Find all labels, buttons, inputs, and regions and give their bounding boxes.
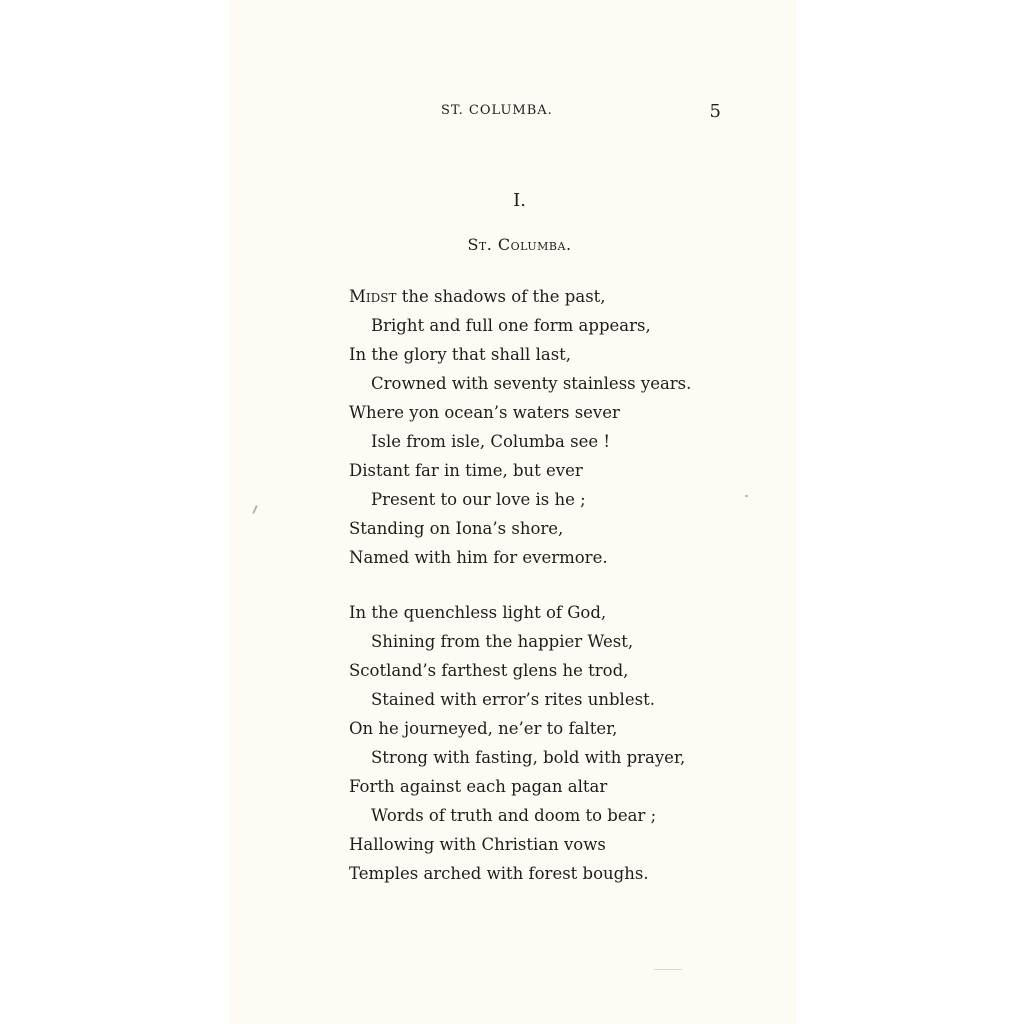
poem-title: St. Columba. bbox=[467, 235, 572, 254]
poem-line-lead-word: Midst bbox=[349, 287, 397, 306]
poem-line: Hallowing with Christian vows bbox=[349, 835, 606, 854]
poem-line: Strong with fasting, bold with prayer, bbox=[371, 748, 686, 767]
running-head bbox=[229, 103, 796, 123]
poem-line: Temples arched with forest boughs. bbox=[349, 864, 649, 883]
poem-line: Words of truth and doom to bear ; bbox=[371, 806, 657, 825]
poem-line bbox=[349, 282, 691, 311]
poem-line: Shining from the happier West, bbox=[371, 632, 634, 651]
paper-speck bbox=[654, 969, 682, 970]
poem-line: Stained with error’s rites unblest. bbox=[371, 690, 655, 709]
poem-line: In the glory that shall last, bbox=[349, 345, 572, 364]
page-number: 5 bbox=[709, 101, 721, 122]
book-page bbox=[229, 0, 796, 1024]
paper-speck bbox=[745, 495, 748, 497]
poem-number: I. bbox=[513, 190, 526, 211]
poem-line: Standing on Iona’s shore, bbox=[349, 519, 564, 538]
poem-line: Distant far in time, but ever bbox=[349, 461, 583, 480]
poem-line: Where yon ocean’s waters sever bbox=[349, 403, 620, 422]
poem-line: On he journeyed, ne’er to falter, bbox=[349, 719, 618, 738]
paper-speck bbox=[252, 505, 258, 514]
poem-line: Isle from isle, Columba see ! bbox=[371, 432, 610, 451]
poem-line: Named with him for evermore. bbox=[349, 548, 608, 567]
poem-line-text: the shadows of the past, bbox=[396, 287, 606, 306]
stanza-2 bbox=[349, 598, 685, 888]
running-title: ST. COLUMBA. bbox=[441, 103, 553, 118]
poem-line: Bright and full one form appears, bbox=[371, 316, 651, 335]
poem-line: Present to our love is he ; bbox=[371, 490, 586, 509]
stanza-1 bbox=[349, 282, 691, 572]
poem-line: In the quenchless light of God, bbox=[349, 603, 607, 622]
poem-line: Crowned with seventy stainless years. bbox=[371, 374, 692, 393]
poem-line: Scotland’s farthest glens he trod, bbox=[349, 661, 629, 680]
poem-line: Forth against each pagan altar bbox=[349, 777, 608, 796]
